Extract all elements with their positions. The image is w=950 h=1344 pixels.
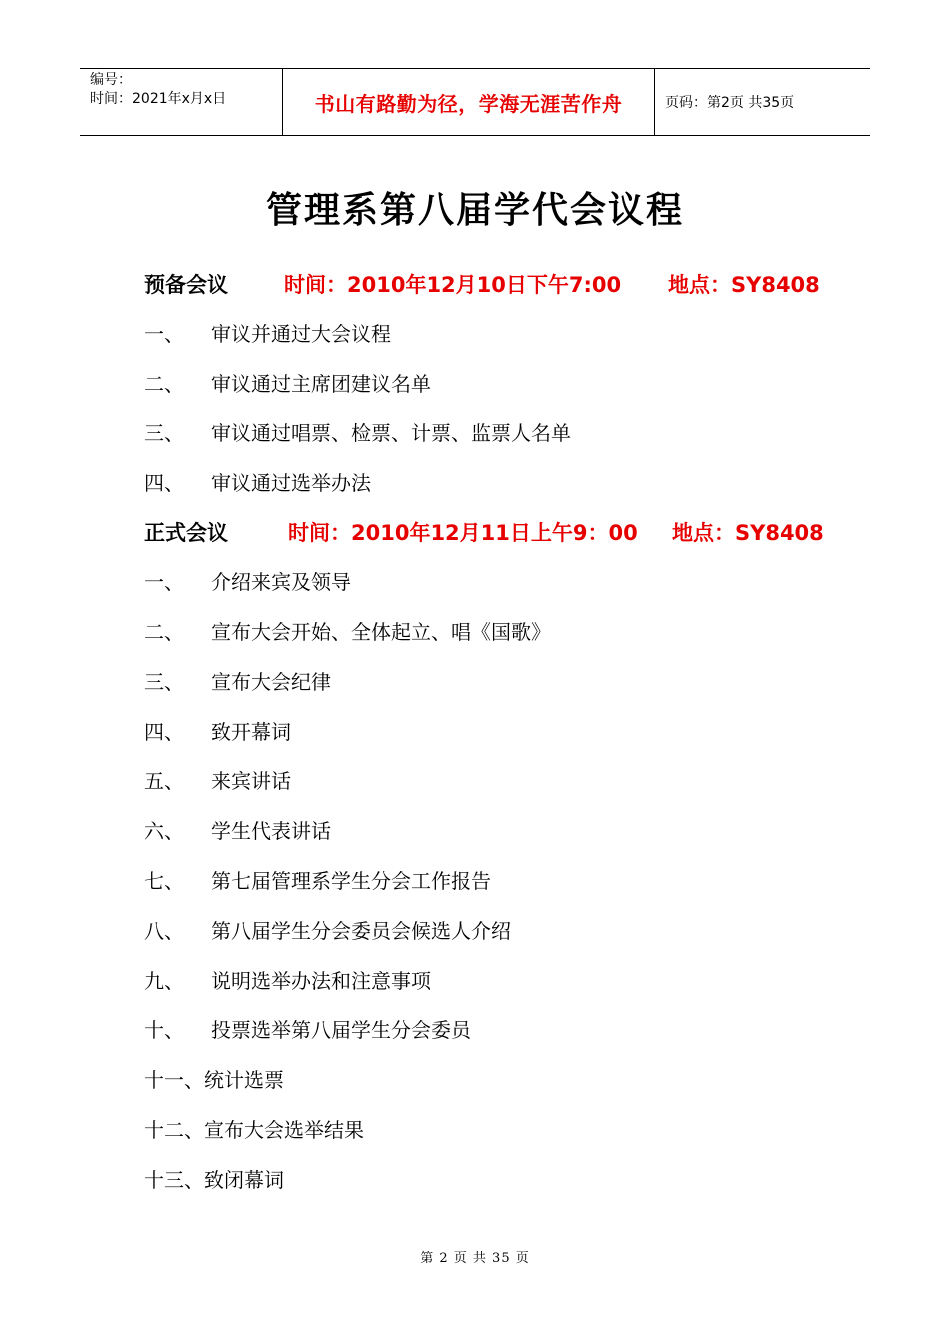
- item-number: 七、: [144, 869, 184, 893]
- item-number: 六、: [144, 819, 184, 843]
- item-number: 一、: [144, 570, 184, 594]
- preparatory-time: 时间：2010年12月10日下午7:00: [284, 273, 622, 297]
- item-number: 一、: [144, 322, 184, 346]
- item-number: 三、: [144, 670, 184, 694]
- header-page-info: 页码：第2页 共35页: [665, 95, 795, 111]
- page-title: 管理系第八届学代会议程: [265, 190, 684, 231]
- list-item: [144, 717, 291, 747]
- item-number: 五、: [144, 769, 184, 793]
- item-number: 八、: [144, 919, 184, 943]
- item-text: 介绍来宾及领导: [211, 570, 351, 594]
- preparatory-place: 地点：SY8408: [668, 273, 820, 297]
- item-number: 十、: [144, 1018, 184, 1042]
- item-number: 四、: [144, 471, 184, 495]
- page-footer: 第 2 页 共 35 页: [420, 1251, 530, 1266]
- item-number: 十二、: [144, 1118, 204, 1142]
- list-item: [144, 966, 431, 996]
- preparatory-label: 预备会议: [144, 273, 228, 297]
- number-label: 编号：: [90, 72, 132, 88]
- item-text: 来宾讲话: [211, 769, 291, 793]
- item-text: 审议通过唱票、检票、计票、监票人名单: [211, 421, 571, 445]
- item-text: 宣布大会开始、全体起立、唱《国歌》: [211, 620, 551, 644]
- item-number: 四、: [144, 720, 184, 744]
- list-item: [144, 418, 571, 448]
- list-item: [144, 369, 431, 399]
- list-item: [144, 916, 511, 946]
- item-text: 第七届管理系学生分会工作报告: [211, 869, 491, 893]
- item-number: 十三、: [144, 1168, 204, 1192]
- item-number: 十一、: [144, 1068, 204, 1092]
- item-text: 致闭幕词: [204, 1168, 284, 1192]
- item-text: 审议通过选举办法: [211, 471, 371, 495]
- list-item: [144, 617, 551, 647]
- item-number: 九、: [144, 969, 184, 993]
- list-item: [144, 816, 331, 846]
- list-item: [144, 468, 371, 498]
- header-motto: 书山有路勤为径，学海无涯苦作舟: [282, 69, 655, 135]
- preparatory-section-heading: [144, 270, 820, 300]
- list-item: [144, 319, 391, 349]
- list-item: [144, 1015, 471, 1045]
- item-number: 三、: [144, 421, 184, 445]
- item-number: 二、: [144, 372, 184, 396]
- item-text: 说明选举办法和注意事项: [211, 969, 431, 993]
- list-item: [144, 1165, 284, 1195]
- list-item: [144, 667, 331, 697]
- item-text: 致开幕词: [211, 720, 291, 744]
- item-text: 第八届学生分会委员会候选人介绍: [211, 919, 511, 943]
- list-item: [144, 866, 491, 896]
- item-text: 学生代表讲话: [211, 819, 331, 843]
- header-meta: [80, 69, 282, 135]
- list-item: [144, 1115, 364, 1145]
- formal-section-heading: [144, 518, 824, 548]
- list-item: [144, 1065, 284, 1095]
- formal-time: 时间：2010年12月11日上午9：00: [288, 521, 638, 545]
- item-text: 审议并通过大会议程: [211, 322, 391, 346]
- formal-place: 地点：SY8408: [672, 521, 824, 545]
- item-text: 投票选举第八届学生分会委员: [211, 1018, 471, 1042]
- item-text: 统计选票: [204, 1068, 284, 1092]
- item-text: 宣布大会纪律: [211, 670, 331, 694]
- item-text: 宣布大会选举结果: [204, 1118, 364, 1142]
- item-number: 二、: [144, 620, 184, 644]
- formal-label: 正式会议: [144, 521, 228, 545]
- page-header: [80, 68, 870, 136]
- time-label: 时间：2021年x月x日: [90, 91, 227, 107]
- item-text: 审议通过主席团建议名单: [211, 372, 431, 396]
- list-item: [144, 766, 291, 796]
- list-item: [144, 567, 351, 597]
